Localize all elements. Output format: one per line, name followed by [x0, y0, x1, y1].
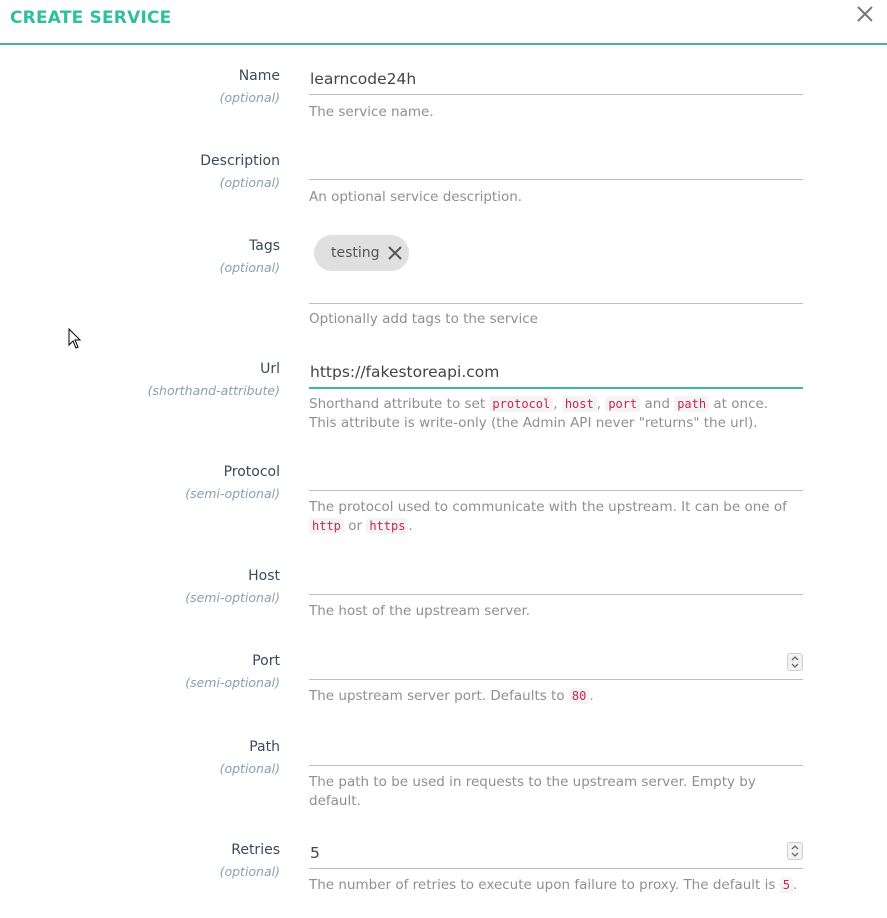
code-protocol: protocol: [489, 396, 553, 412]
field-hint: Optionally add tags to the service: [309, 311, 538, 327]
field-sublabel: (optional): [219, 864, 280, 879]
field-hint: Shorthand attribute to set protocol , host , port and path at once. This attribute is write-only (the Admin API never "returns" the url).: [309, 396, 769, 431]
field-label: Description: [200, 153, 280, 169]
field-label: Url: [260, 361, 280, 377]
field-sublabel: (semi-optional): [185, 675, 280, 690]
field-label: Tags: [249, 238, 280, 254]
field-label: Retries: [231, 842, 280, 858]
field-label: Protocol: [223, 464, 280, 480]
retries-stepper[interactable]: [787, 842, 803, 860]
name-input[interactable]: [309, 68, 803, 95]
remove-tag-icon[interactable]: [387, 245, 403, 261]
field-hint: The service name.: [309, 104, 434, 120]
description-input[interactable]: [309, 153, 803, 180]
retries-input-value: 5: [310, 844, 320, 862]
mouse-pointer-icon: [68, 328, 82, 350]
tag-chip[interactable]: [314, 235, 409, 271]
field-label: Name: [238, 68, 280, 84]
field-sublabel: (optional): [219, 90, 280, 105]
field-hint: The path to be used in requests to the upstream server. Empty by default.: [309, 774, 756, 809]
url-input[interactable]: [309, 361, 803, 389]
field-sublabel: (optional): [219, 175, 280, 190]
code-host: host: [562, 396, 597, 412]
field-sublabel: (optional): [219, 761, 280, 776]
code-https: https: [366, 518, 408, 534]
field-label: Port: [252, 653, 280, 669]
protocol-input[interactable]: [309, 464, 803, 491]
field-sublabel: (shorthand-attribute): [147, 383, 280, 398]
field-label: Path: [249, 739, 280, 755]
retries-input[interactable]: [309, 842, 803, 869]
field-hint: The host of the upstream server.: [309, 603, 531, 619]
modal-header: [0, 0, 887, 45]
modal-title: CREATE SERVICE: [10, 8, 172, 28]
code-http: http: [309, 518, 344, 534]
code-5: 5: [780, 877, 793, 893]
port-stepper[interactable]: [787, 653, 803, 671]
field-hint: The number of retries to execute upon failure to proxy. The default is 5 .: [309, 877, 798, 893]
tag-chip-label: testing: [331, 245, 380, 261]
code-80: 80: [569, 688, 589, 704]
code-path: path: [674, 396, 709, 412]
field-sublabel: (semi-optional): [185, 590, 280, 605]
close-icon[interactable]: [855, 4, 875, 24]
port-input[interactable]: [309, 653, 803, 680]
tags-input[interactable]: [309, 277, 803, 304]
code-port: port: [605, 396, 640, 412]
field-sublabel: (optional): [219, 260, 280, 275]
url-input-value: https://fakestoreapi.com: [310, 363, 500, 381]
field-hint: The protocol used to communicate with the upstream. It can be one of http or https .: [309, 499, 787, 534]
host-input[interactable]: [309, 568, 803, 595]
path-input[interactable]: [309, 739, 803, 766]
field-hint: An optional service description.: [309, 189, 523, 205]
field-sublabel: (semi-optional): [185, 486, 280, 501]
field-hint: The upstream server port. Defaults to 80 .: [309, 688, 594, 704]
field-label: Host: [248, 568, 280, 584]
name-input-value: learncode24h: [310, 70, 417, 88]
